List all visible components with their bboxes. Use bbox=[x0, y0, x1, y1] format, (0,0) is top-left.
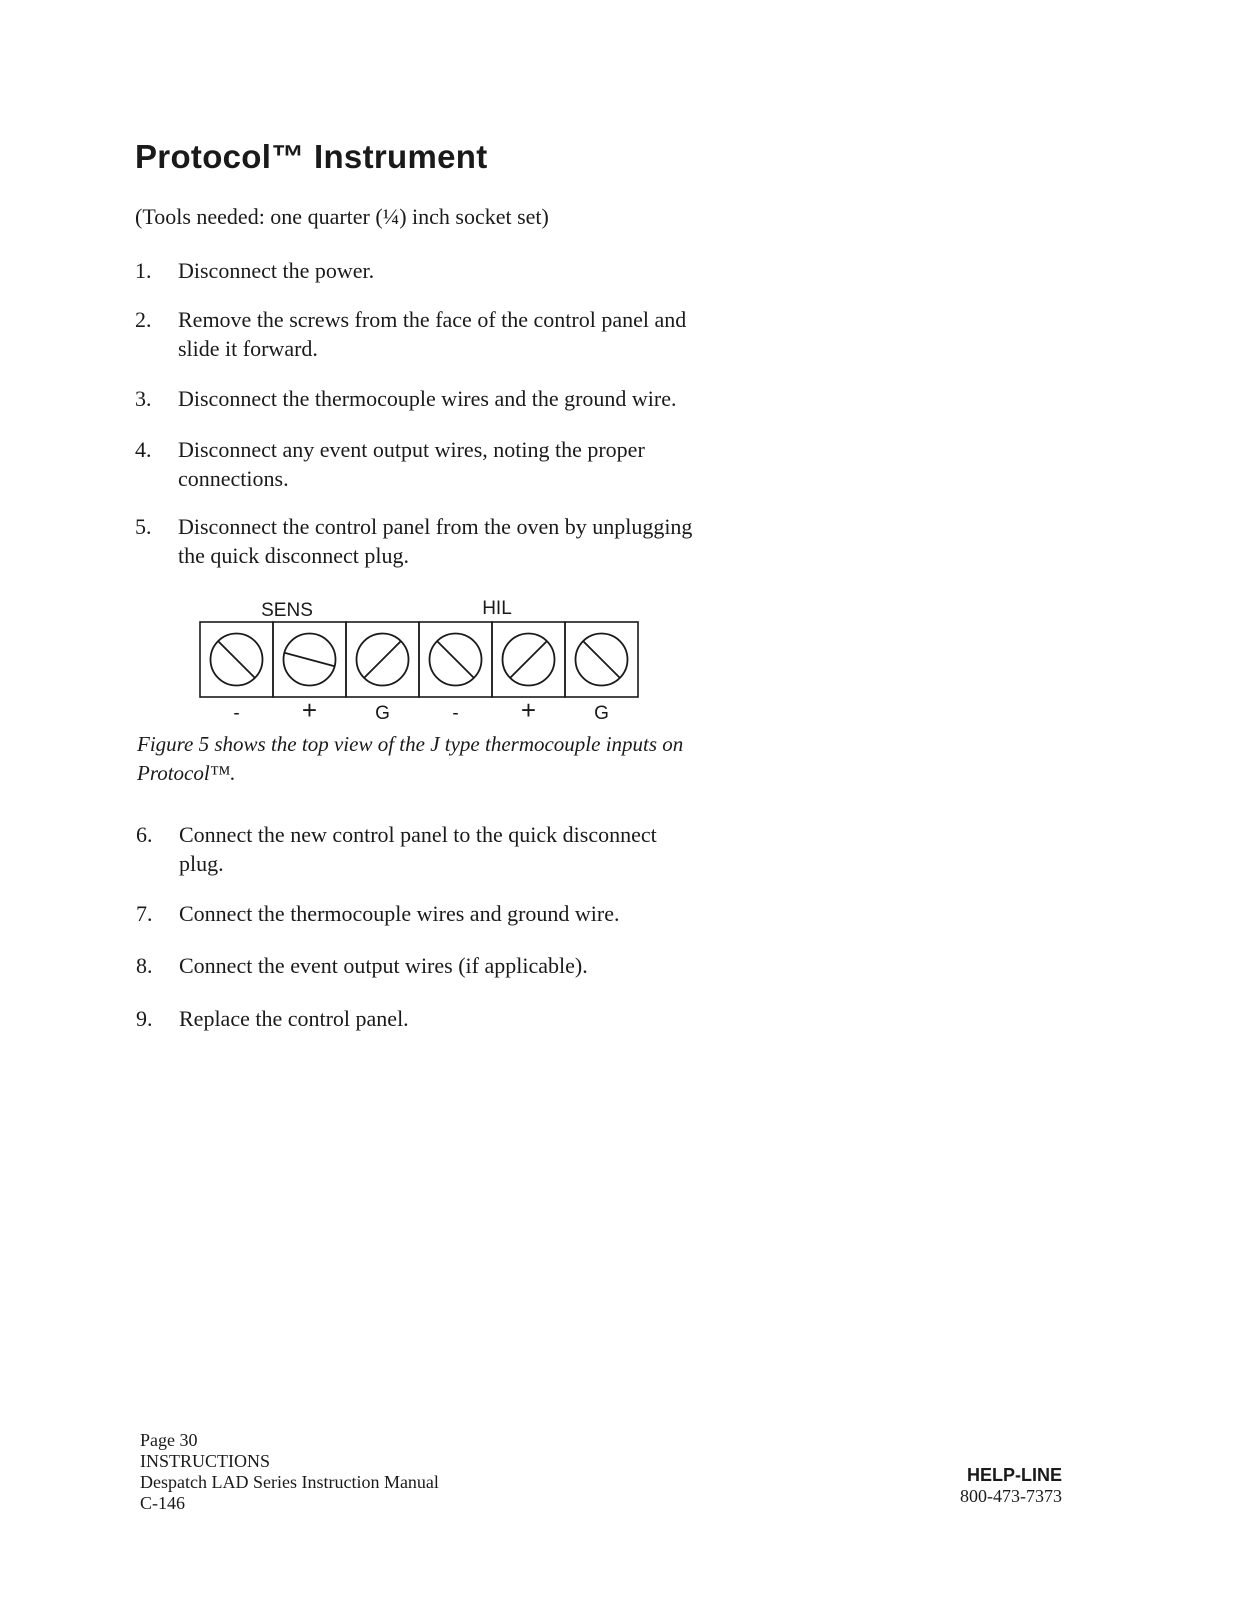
helpline-block bbox=[960, 1464, 1062, 1507]
tools-needed-note: (Tools needed: one quarter (¼) inch socket set) bbox=[135, 204, 549, 229]
step-number: 5. bbox=[135, 514, 152, 539]
step-text: Disconnect the thermocouple wires and the ground wire. bbox=[178, 386, 677, 411]
step-text: Remove the screws from the face of the control panel and slide it forward. bbox=[178, 307, 687, 361]
terminal-screw-slot bbox=[510, 641, 547, 678]
terminal-polarity-label: G bbox=[594, 703, 609, 722]
group-label-hil: HIL bbox=[482, 598, 512, 619]
step-number: 2. bbox=[135, 307, 152, 332]
group-label-sens: SENS bbox=[261, 600, 313, 621]
step-number: 6. bbox=[136, 822, 153, 847]
step-number: 7. bbox=[136, 901, 153, 926]
terminal-polarity-label: - bbox=[452, 703, 459, 722]
terminal-screw-slot bbox=[284, 653, 334, 666]
terminal-screw-slot bbox=[218, 641, 255, 678]
footer-document-info bbox=[140, 1430, 439, 1514]
terminal-screw-slot bbox=[364, 641, 401, 678]
terminal-polarity-label: + bbox=[301, 695, 318, 722]
figure-caption: Figure 5 shows the top view of the J type thermocouple inputs on Protocol™. bbox=[137, 732, 684, 785]
step-text: Replace the control panel. bbox=[179, 1006, 409, 1031]
terminal-polarity-label: G bbox=[375, 703, 390, 722]
step-number: 1. bbox=[135, 258, 152, 283]
thermocouple-terminal-diagram bbox=[195, 592, 645, 722]
terminal-screw-slot bbox=[437, 641, 474, 678]
step-number: 4. bbox=[135, 437, 152, 462]
helpline-phone: 800-473-7373 bbox=[960, 1486, 1062, 1506]
helpline-label: HELP-LINE bbox=[966, 1465, 1062, 1485]
step-text: Disconnect the control panel from the oven by unplugging the quick disconnect plug. bbox=[178, 514, 693, 568]
page-title: Protocol™ Instrument bbox=[135, 138, 488, 175]
step-number: 8. bbox=[136, 953, 153, 978]
terminal-polarity-label: - bbox=[233, 703, 240, 722]
terminal-screw-slot bbox=[583, 641, 620, 678]
footer-doc-code: C-146 bbox=[140, 1493, 185, 1513]
terminal-polarity-label: + bbox=[520, 695, 537, 722]
step-text: Disconnect any event output wires, noting the proper connections. bbox=[178, 437, 645, 491]
footer-section: INSTRUCTIONS bbox=[140, 1451, 271, 1471]
step-text: Connect the thermocouple wires and ground wire. bbox=[179, 901, 620, 926]
step-text: Connect the new control panel to the quick disconnect plug. bbox=[179, 822, 657, 876]
step-text: Connect the event output wires (if applicable). bbox=[179, 953, 588, 978]
step-number: 9. bbox=[136, 1006, 153, 1031]
footer-page-number: Page 30 bbox=[140, 1430, 198, 1450]
step-number: 3. bbox=[135, 386, 152, 411]
step-text: Disconnect the power. bbox=[178, 258, 375, 283]
footer-manual-title: Despatch LAD Series Instruction Manual bbox=[140, 1472, 439, 1492]
